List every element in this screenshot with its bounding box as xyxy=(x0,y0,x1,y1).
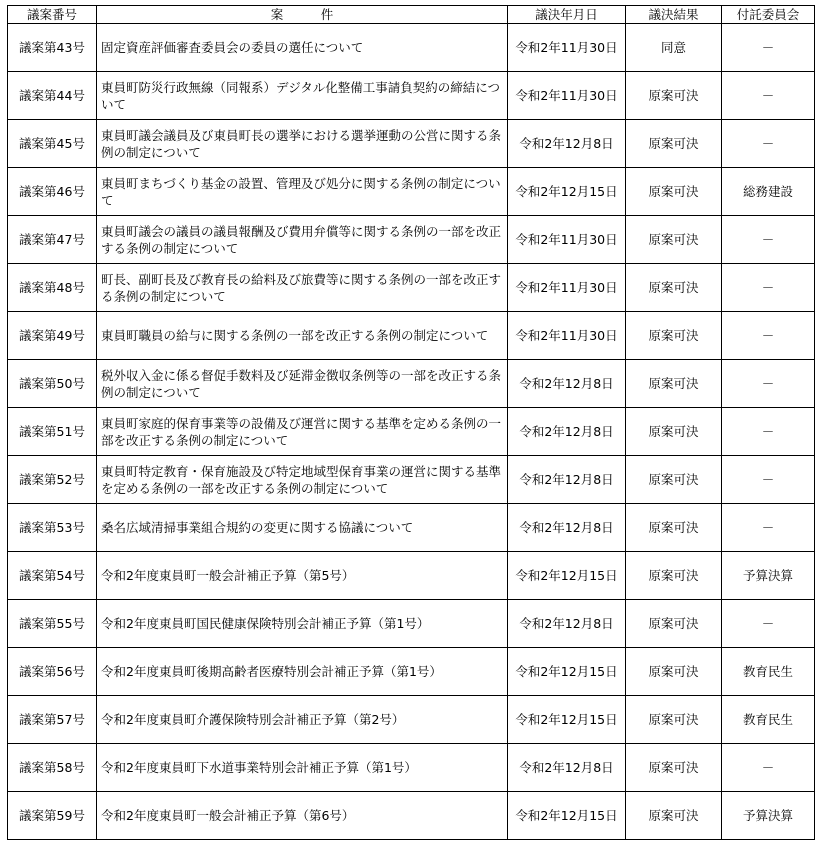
referred-committee: － xyxy=(722,312,815,360)
bill-subject: 東員町防災行政無線（同報系）デジタル化整備工事請負契約の締結について xyxy=(97,72,508,120)
decision-result: 原案可決 xyxy=(626,120,722,168)
decision-result: 原案可決 xyxy=(626,216,722,264)
bill-subject: 東員町職員の給与に関する条例の一部を改正する条例の制定について xyxy=(97,312,508,360)
bill-number: 議案第51号 xyxy=(8,408,97,456)
bill-subject: 令和2年度東員町介護保険特別会計補正予算（第2号） xyxy=(97,696,508,744)
bill-number: 議案第55号 xyxy=(8,600,97,648)
referred-committee: － xyxy=(722,408,815,456)
bill-subject: 令和2年度東員町一般会計補正予算（第6号） xyxy=(97,792,508,840)
decision-result: 原案可決 xyxy=(626,456,722,504)
table-row xyxy=(8,792,815,840)
decision-date: 令和2年12月8日 xyxy=(508,408,626,456)
table-row xyxy=(8,408,815,456)
decision-date: 令和2年12月15日 xyxy=(508,552,626,600)
bill-subject: 令和2年度東員町後期高齢者医療特別会計補正予算（第1号） xyxy=(97,648,508,696)
decision-result: 原案可決 xyxy=(626,312,722,360)
table-row xyxy=(8,312,815,360)
bill-number: 議案第43号 xyxy=(8,24,97,72)
table-row xyxy=(8,168,815,216)
table-row xyxy=(8,744,815,792)
table-row xyxy=(8,120,815,168)
header-number: 議案番号 xyxy=(8,6,97,24)
decision-result: 同意 xyxy=(626,24,722,72)
bill-number: 議案第56号 xyxy=(8,648,97,696)
bill-subject: 町長、副町長及び教育長の給料及び旅費等に関する条例の一部を改正する条例の制定について xyxy=(97,264,508,312)
decision-result: 原案可決 xyxy=(626,360,722,408)
decision-date: 令和2年11月30日 xyxy=(508,72,626,120)
decision-date: 令和2年11月30日 xyxy=(508,312,626,360)
table-row xyxy=(8,504,815,552)
referred-committee: 教育民生 xyxy=(722,648,815,696)
bill-number: 議案第48号 xyxy=(8,264,97,312)
referred-committee: － xyxy=(722,504,815,552)
decision-result: 原案可決 xyxy=(626,72,722,120)
bill-subject: 税外収入金に係る督促手数料及び延滞金徴収条例等の一部を改正する条例の制定について xyxy=(97,360,508,408)
bill-number: 議案第46号 xyxy=(8,168,97,216)
header-subject: 案 件 xyxy=(97,6,508,24)
header-result: 議決結果 xyxy=(626,6,722,24)
decision-date: 令和2年11月30日 xyxy=(508,216,626,264)
header-date: 議決年月日 xyxy=(508,6,626,24)
referred-committee: － xyxy=(722,600,815,648)
decision-result: 原案可決 xyxy=(626,408,722,456)
decision-result: 原案可決 xyxy=(626,552,722,600)
referred-committee: － xyxy=(722,264,815,312)
decision-date: 令和2年12月8日 xyxy=(508,120,626,168)
referred-committee: － xyxy=(722,744,815,792)
bill-subject: 東員町家庭的保育事業等の設備及び運営に関する基準を定める条例の一部を改正する条例の制定について xyxy=(97,408,508,456)
bill-subject: 東員町議会議員及び東員町長の選挙における選挙運動の公営に関する条例の制定について xyxy=(97,120,508,168)
referred-committee: 予算決算 xyxy=(722,792,815,840)
bill-number: 議案第47号 xyxy=(8,216,97,264)
decision-result: 原案可決 xyxy=(626,504,722,552)
header-row xyxy=(8,6,815,24)
decision-result: 原案可決 xyxy=(626,168,722,216)
bill-subject: 令和2年度東員町一般会計補正予算（第5号） xyxy=(97,552,508,600)
bill-number: 議案第57号 xyxy=(8,696,97,744)
decision-date: 令和2年12月15日 xyxy=(508,792,626,840)
bill-subject: 固定資産評価審査委員会の委員の選任について xyxy=(97,24,508,72)
decision-result: 原案可決 xyxy=(626,600,722,648)
bill-number: 議案第54号 xyxy=(8,552,97,600)
decision-date: 令和2年12月15日 xyxy=(508,648,626,696)
table-row xyxy=(8,696,815,744)
referred-committee: － xyxy=(722,360,815,408)
referred-committee: 教育民生 xyxy=(722,696,815,744)
decision-date: 令和2年12月8日 xyxy=(508,456,626,504)
table-row xyxy=(8,648,815,696)
decision-result: 原案可決 xyxy=(626,792,722,840)
bill-number: 議案第44号 xyxy=(8,72,97,120)
table-row xyxy=(8,600,815,648)
table-row xyxy=(8,24,815,72)
bill-subject: 令和2年度東員町国民健康保険特別会計補正予算（第1号） xyxy=(97,600,508,648)
bill-subject: 東員町特定教育・保育施設及び特定地域型保育事業の運営に関する基準を定める条例の一部を改正する条例の制定について xyxy=(97,456,508,504)
bill-number: 議案第50号 xyxy=(8,360,97,408)
decision-date: 令和2年12月15日 xyxy=(508,168,626,216)
decision-date: 令和2年12月15日 xyxy=(508,696,626,744)
table-row xyxy=(8,264,815,312)
referred-committee: － xyxy=(722,120,815,168)
table-row xyxy=(8,360,815,408)
header-committee: 付託委員会 xyxy=(722,6,815,24)
decision-result: 原案可決 xyxy=(626,264,722,312)
bill-number: 議案第49号 xyxy=(8,312,97,360)
referred-committee: － xyxy=(722,72,815,120)
decision-date: 令和2年11月30日 xyxy=(508,264,626,312)
bill-results-document xyxy=(7,5,815,840)
bill-results-table xyxy=(7,5,815,840)
bill-number: 議案第45号 xyxy=(8,120,97,168)
referred-committee: － xyxy=(722,216,815,264)
table-row xyxy=(8,216,815,264)
decision-date: 令和2年11月30日 xyxy=(508,24,626,72)
decision-date: 令和2年12月8日 xyxy=(508,744,626,792)
decision-date: 令和2年12月8日 xyxy=(508,600,626,648)
bill-number: 議案第59号 xyxy=(8,792,97,840)
decision-date: 令和2年12月8日 xyxy=(508,360,626,408)
bill-number: 議案第53号 xyxy=(8,504,97,552)
referred-committee: － xyxy=(722,456,815,504)
table-row xyxy=(8,72,815,120)
bill-number: 議案第52号 xyxy=(8,456,97,504)
table-row xyxy=(8,456,815,504)
bill-number: 議案第58号 xyxy=(8,744,97,792)
referred-committee: 総務建設 xyxy=(722,168,815,216)
referred-committee: － xyxy=(722,24,815,72)
bill-subject: 東員町議会の議員の議員報酬及び費用弁償等に関する条例の一部を改正する条例の制定について xyxy=(97,216,508,264)
decision-result: 原案可決 xyxy=(626,696,722,744)
decision-result: 原案可決 xyxy=(626,648,722,696)
bill-subject: 東員町まちづくり基金の設置、管理及び処分に関する条例の制定について xyxy=(97,168,508,216)
bill-subject: 桑名広域清掃事業組合規約の変更に関する協議について xyxy=(97,504,508,552)
bill-subject: 令和2年度東員町下水道事業特別会計補正予算（第1号） xyxy=(97,744,508,792)
decision-date: 令和2年12月8日 xyxy=(508,504,626,552)
decision-result: 原案可決 xyxy=(626,744,722,792)
referred-committee: 予算決算 xyxy=(722,552,815,600)
table-row xyxy=(8,552,815,600)
